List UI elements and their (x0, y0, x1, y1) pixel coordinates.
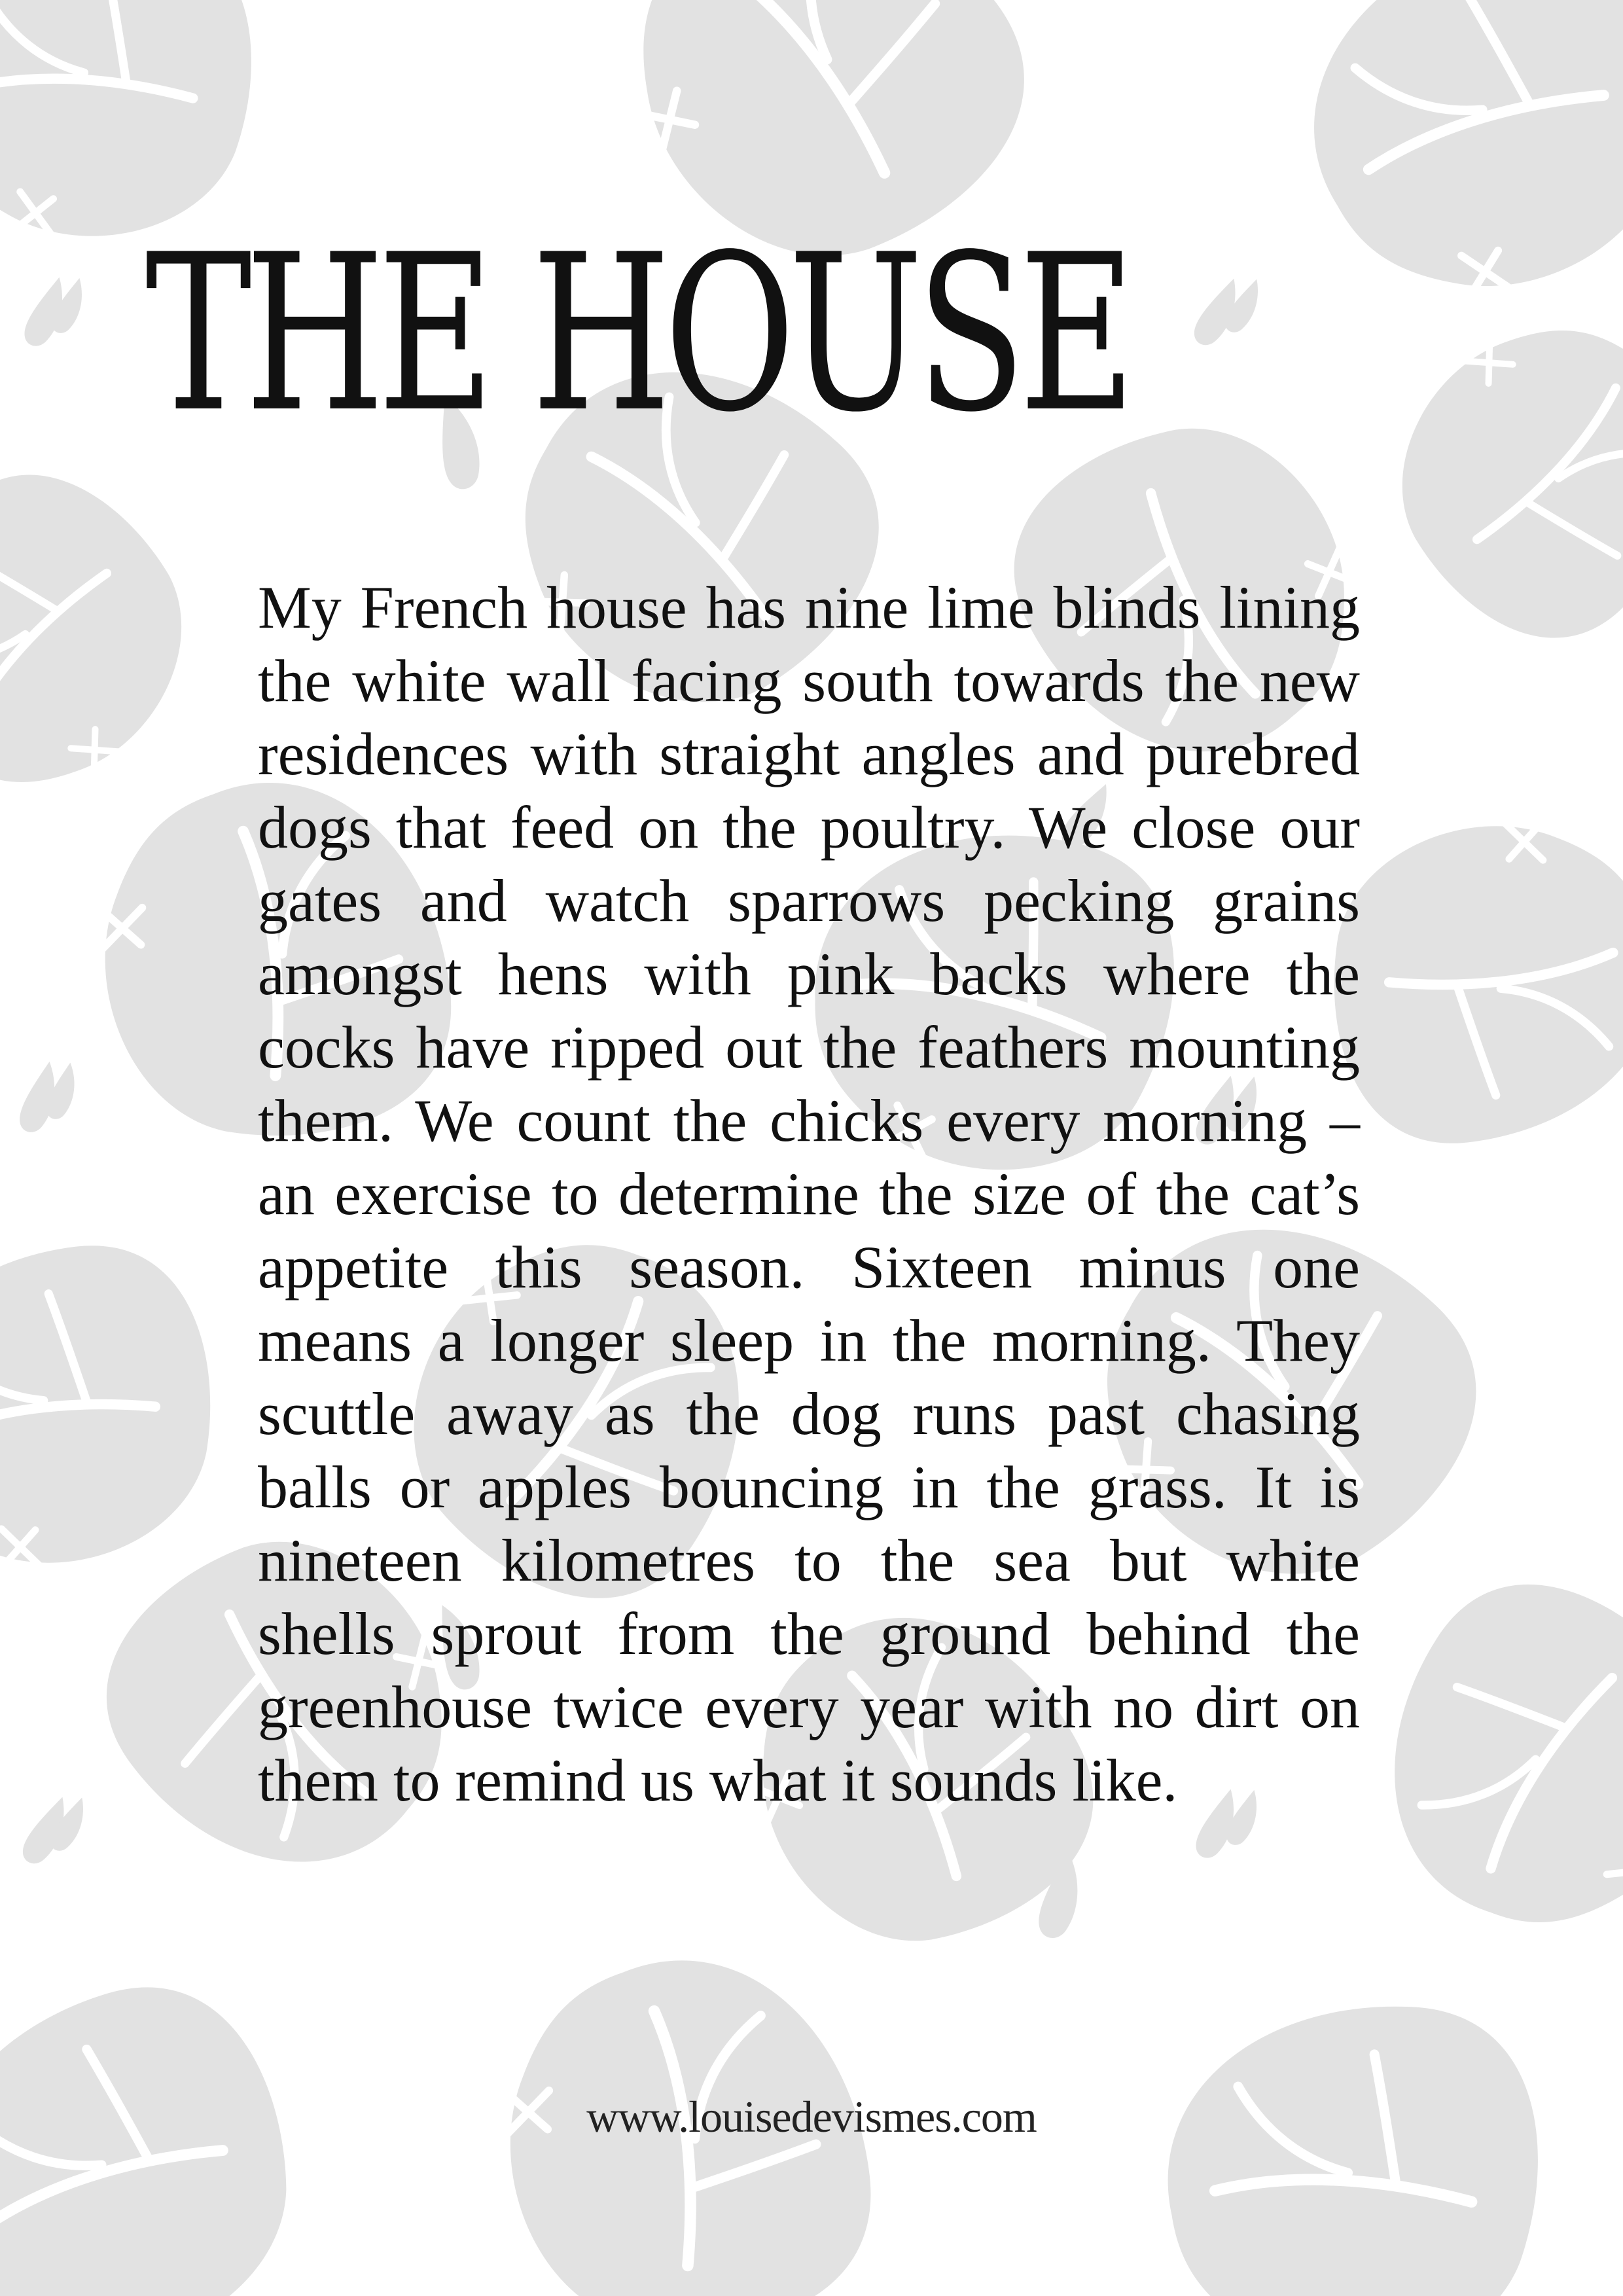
footer-url: www.louisedevismes.com (586, 2092, 1037, 2142)
body-paragraph: My French house has nine lime blinds lining the white wall facing south towards the new residences with straight angles and purebred dogs that feed on the poultry. We close our gates and watch sparrows pecking grains amongst hens with pink backs where the cocks have ripped out the feathers mounting them. We count the chicks every morning – an exercise to determine the size of the cat’s appetite this season. Sixteen minus one means a longer sleep in the morning. They scuttle away as the dog runs past chasing balls or apples bouncing in the grass. It is nineteen kilometres to the sea but white shells sprout from the ground behind the greenhouse twice every year with no dirt on them to remind us what it sounds like. (258, 574, 1360, 1814)
page-title: THE HOUSE (145, 208, 1130, 459)
